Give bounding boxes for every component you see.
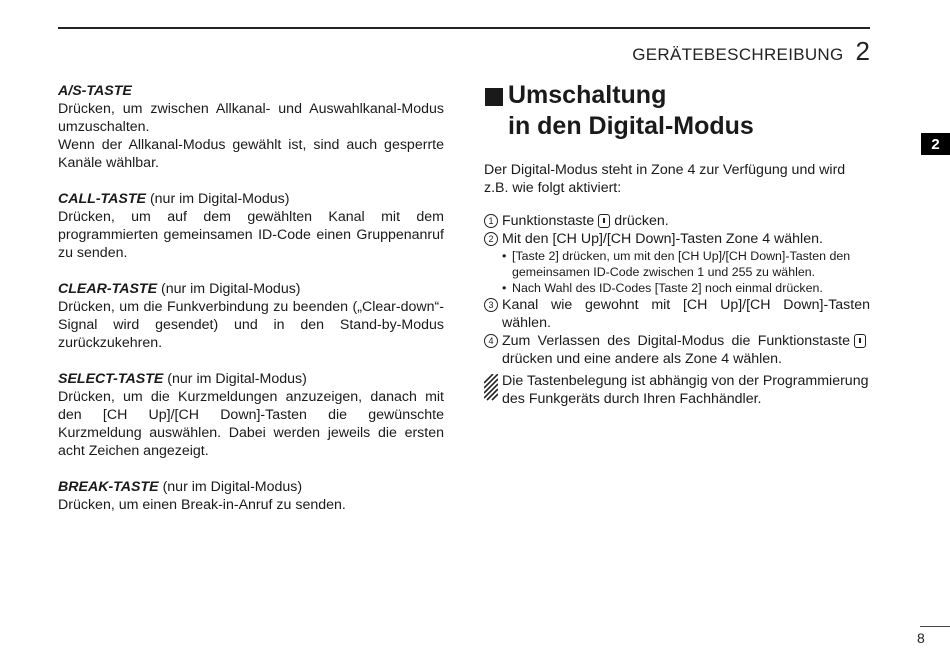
chapter-tab: 2 xyxy=(921,133,950,155)
substep-text: Nach Wahl des ID-Codes [Taste 2] noch einmal drücken. xyxy=(512,281,823,295)
substep-item xyxy=(502,248,870,280)
item-note: (nur im Digital-Modus) xyxy=(146,191,290,207)
bullet-icon: • xyxy=(502,281,507,295)
right-column xyxy=(484,80,870,408)
item-title: CLEAR-TASTE xyxy=(58,281,158,297)
substep-item xyxy=(502,280,870,296)
item-title: BREAK-TASTE xyxy=(58,479,159,495)
substeps-list xyxy=(502,248,870,296)
chapter-title: GERÄTEBESCHREIBUNG xyxy=(632,45,844,64)
chapter-number: 2 xyxy=(855,36,870,66)
step-text: drücken und eine andere als Zone 4 wählen. xyxy=(502,351,783,367)
item-as-taste xyxy=(58,82,444,172)
step-text: Funktionstaste xyxy=(502,213,595,229)
step-text: Kanal wie gewohnt mit [CH Up]/[CH Down]-Tasten wählen. xyxy=(502,297,870,331)
note-hatch-icon xyxy=(484,374,498,401)
section-intro: Der Digital-Modus steht in Zone 4 zur Verfügung und wird z.B. wie folgt aktiviert: xyxy=(484,162,846,196)
step-item xyxy=(484,296,870,332)
substep-text: [Taste 2] drücken, um mit den [CH Up]/[CH Down]-Tasten den gemeinsamen ID-Code zwischen 1 und 255 zu wählen. xyxy=(512,249,851,279)
step-item xyxy=(484,212,870,230)
note xyxy=(484,372,870,408)
section-title-line2: in den Digital-Modus xyxy=(508,112,754,140)
section-title-line1: Umschaltung xyxy=(508,81,667,109)
step-number: 3 xyxy=(484,298,498,312)
footer-rule xyxy=(920,626,950,627)
item-paragraph: Drücken, um die Kurzmeldungen anzuzeigen, danach mit den [CH Up]/[CH Down]-Tasten die gewünschte Kurzmeldung auswählen. Dabei werden jeweils die ersten acht Zeichen angezeigt. xyxy=(58,389,444,459)
item-title: CALL-TASTE xyxy=(58,191,146,207)
item-clear-taste xyxy=(58,280,444,352)
step-item xyxy=(484,230,870,248)
item-paragraph: Drücken, um die Funkverbindung zu beenden („Clear-down“-Signal wird gesendet) und in den Stand-by-Modus zurückzukehren. xyxy=(58,299,444,351)
step-text: Mit den [CH Up]/[CH Down]-Tasten Zone 4 wählen. xyxy=(502,231,823,247)
header-rule xyxy=(58,27,870,29)
function-key-icon xyxy=(854,334,866,348)
step-number: 1 xyxy=(484,214,498,228)
item-call-taste xyxy=(58,190,444,262)
step-text: drücken. xyxy=(614,213,669,229)
bullet-icon: • xyxy=(502,249,507,263)
item-select-taste xyxy=(58,370,444,460)
item-break-taste xyxy=(58,478,444,514)
section-title xyxy=(484,80,870,142)
steps-list xyxy=(484,296,870,368)
step-number: 2 xyxy=(484,232,498,246)
item-paragraph: Drücken, um zwischen Allkanal- und Auswahlkanal-Modus umzuschalten. xyxy=(58,101,444,135)
chapter-header xyxy=(632,36,870,67)
steps-list xyxy=(484,212,870,248)
left-column xyxy=(58,82,444,532)
section-square-icon xyxy=(485,88,503,106)
step-number: 4 xyxy=(484,334,498,348)
item-paragraph: Wenn der Allkanal-Modus gewählt ist, sind auch gesperrte Kanäle wählbar. xyxy=(58,137,444,171)
item-note: (nur im Digital-Modus) xyxy=(157,281,301,297)
item-title: SELECT-TASTE xyxy=(58,371,164,387)
item-note: (nur im Digital-Modus) xyxy=(158,479,303,495)
page-number: 8 xyxy=(917,630,925,646)
item-note: (nur im Digital-Modus) xyxy=(163,371,307,387)
function-key-icon xyxy=(598,214,610,228)
item-paragraph: Drücken, um einen Break-in-Anruf zu senden. xyxy=(58,497,346,513)
note-text: Die Tastenbelegung ist abhängig von der Programmierung des Funkgeräts durch Ihren Fachhändler. xyxy=(502,373,869,407)
item-paragraph: Drücken, um auf dem gewählten Kanal mit dem programmierten gemeinsamen ID-Code einen Gruppenanruf zu senden. xyxy=(58,209,444,261)
step-text: Zum Verlassen des Digital-Modus die Funktionstaste xyxy=(502,333,850,349)
item-title: A/S-TASTE xyxy=(58,83,132,99)
step-item xyxy=(484,332,870,368)
